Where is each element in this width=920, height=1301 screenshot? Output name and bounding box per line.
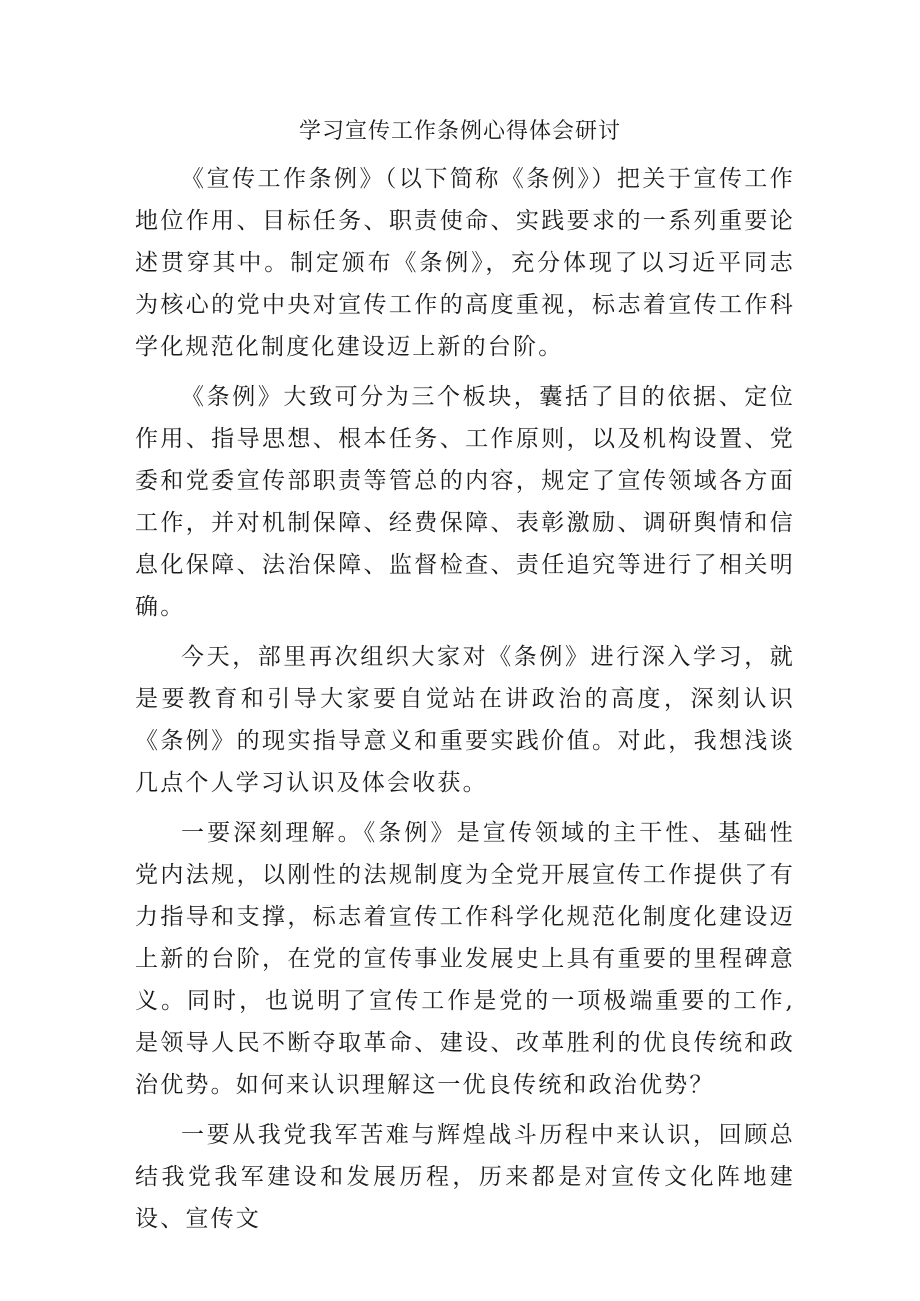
paragraph: 一要从我党我军苦难与辉煌战斗历程中来认识，回顾总结我党我军建设和发展历程，历来都是对宣传文化阵地建设、宣传文 xyxy=(135,1122,795,1232)
paragraph: 《条例》大致可分为三个板块，囊括了目的依据、定位作用、指导思想、根本任务、工作原则，以及机构设置、党委和党委宣传部职责等管总的内容，规定了宣传领域各方面工作，并对机制保障、经费保障、表彰激励、调研舆情和信息化保障、法治保障、监督检查、责任追究等进行了相关明确。 xyxy=(135,384,795,620)
paragraph: 《宣传工作条例》（以下简称《条例》）把关于宣传工作地位作用、目标任务、职责使命、实践要求的一系列重要论述贯穿其中。制定颁布《条例》，充分体现了以习近平同志为核心的党中央对宣传工作的高度重视，标志着宣传工作科学化规范化制度化建设迈上新的台阶。 xyxy=(135,166,795,360)
paragraph: 今天，部里再次组织大家对《条例》进行深入学习，就是要教育和引导大家要自觉站在讲政治的高度，深刻认识《条例》的现实指导意义和重要实践价值。对此，我想浅谈几点个人学习认识及体会收获。 xyxy=(135,644,795,796)
paragraph: 一要深刻理解。《条例》是宣传领域的主干性、基础性党内法规，以刚性的法规制度为全党开展宣传工作提供了有力指导和支撑，标志着宣传工作科学化规范化制度化建设迈上新的台阶，在党的宣传事业发展史上具有重要的里程碑意义。同时，也说明了宣传工作是党的一项极端重要的工作,是领导人民不断夺取革命、建设、改革胜利的优良传统和政治优势。如何来认识理解这一优良传统和政治优势？ xyxy=(135,820,795,1098)
document-title: 学习宣传工作条例心得体会研讨 xyxy=(298,119,621,144)
document-body xyxy=(135,158,795,1248)
